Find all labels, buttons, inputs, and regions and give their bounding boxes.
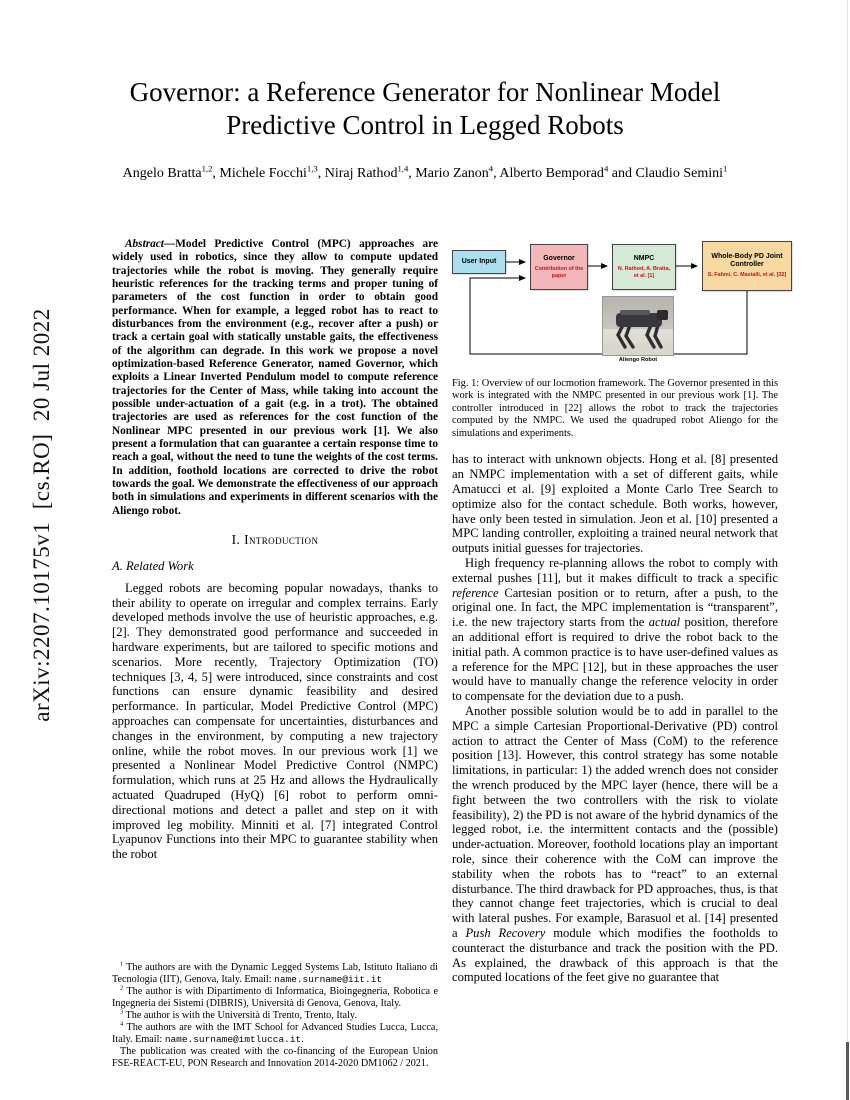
page-edge-line (847, 0, 848, 1100)
abstract-text: —Model Predictive Control (MPC) approaches are widely used in robotics, since they allow to compute updated trajectories while the robot is moving. They generally require heuristic references for the tracking terms and proper tuning of parameters of the cost function in order to obtain good performance. When for example, a legged robot has to react to disturbances from the environment (e.g., recover after a push) or track a certain goal with statically unstable gaits, the effectiveness of the algorithm can degrade. In this work we propose a novel optimization-based Reference Generator, named Governor, which exploits a Linear Inverted Pendulum model to compute reference trajectories for the Center of Mass, while taking into account the possible under-actuation of a gait (e.g. in a trot). The obtained trajectories are used as references for the cost function of the Nonlinear MPC presented in our previous work [1]. We also present a formulation that can guarantee a certain response time to reach a goal, without the need to tune the weights of the cost terms. In addition, foothold locations are corrected to drive the robot towards the goal. We demonstrate the effectiveness of our approach both in simulations and experiments in different scenarios with the Aliengo robot. (112, 238, 438, 517)
arxiv-banner: arXiv:2207.10175v1 [cs.RO] 20 Jul 2022 (29, 308, 54, 722)
block-user-input-label: User Input (461, 257, 497, 265)
paper-body (112, 238, 787, 1070)
block-wbc-label: Whole-Body PD Joint Controller (711, 253, 783, 269)
block-nmpc-note: N. Rathod, A. Bratta, et al. [1] (617, 266, 671, 279)
authors-line: Angelo Bratta$^{1,2}$, Michele Focchi$^{1,3}$, Niraj Rathod$^{1,4}$, Mario Zanon$^4$, Alberto Bemporad$^4$ and Claudio Semini$^1$ (122, 163, 728, 181)
footnote-2: $^2$ The author is with Dipartimento di Informatica, Bioingegneria, Robotica e Ingegneria dei Sistemi (DIBRIS), Università di Genova, Genova, Italy. (112, 984, 438, 1009)
paragraph-pd-solution: Another possible solution would be to add in parallel to the MPC a simple Cartesian Proportional-Derivative (PD) control action to attract the Center of Mass (CoM) to the reference position [13]. However, this control strategy has some notable limitations, in particular: 1) the added wrench does not consider the wrench produced by the MPC layer (hence, there will be a fight between the two controllers with the risk to violate feasibility), 2) the PD is not aware of the hybrid dynamics of the legged robot, i.e. the intermittent contacts and the (possible) under-actuation. Moreover, foothold locations play an important role, since their coherence with the CoM can improve the stability when the robots has to “react” to an external disturbance. The third drawback for PD approaches, thus, is that they cannot change feet trajectories, which is crucial to deal with lateral pushes. For example, Barasuol et al. [14] presented a Push Recovery module which modifies the footholds to counteract the disturbance and track the position with the PD. As explained, the drawback of this approach is that the computed locations of the feet give no guarantee that (452, 703, 778, 985)
figure-1 (452, 238, 787, 440)
paragraph-continuation: has to interact with unknown objects. Hong et al. [8] presented an NMPC implementation with a set of different gaits, while Amatucci et al. [9] exploited a Monte Carlo Tree Search to optimize also for the contact schedule. Both works, however, have only been tested in simulation. Jeon et al. [10] presented a MPC landing controller, exploiting a trained neural network that outputs initial guesses for trajectories. (452, 452, 778, 556)
footnote-1: $^1$ The authors are with the Dynamic Legged Systems Lab, Istituto Italiano di Tecnologia (IIT), Genova, Italy. Email: name.surname@iit.it (112, 960, 438, 985)
block-governor-note: Contribution of the paper (534, 266, 584, 279)
section-heading-introduction: I. Introduction (231, 531, 319, 547)
block-wbc-note: S. Fahmi, C. Mastalli, et al. [22] (707, 272, 787, 279)
block-user-input (452, 250, 506, 274)
block-governor (530, 244, 588, 290)
quadruped-robot-image (603, 297, 674, 356)
subsection-heading-related-work: A. Related Work (112, 558, 194, 573)
robot-photo (602, 296, 674, 356)
scrollbar-thumb (846, 1042, 849, 1100)
left-column (112, 238, 438, 1070)
locomotion-framework-diagram (452, 238, 792, 370)
footnote-4: $^4$ The authors are with the IMT School for Advanced Studies Lucca, Lucca, Italy. Email: name.surname@imtlucca.it. (112, 1020, 438, 1045)
paper-title: Governor: a Reference Generator for Nonlinear Model Predictive Control in Legged Robots (129, 77, 721, 140)
block-nmpc-label: NMPC (633, 254, 655, 262)
paragraph-replanning: High frequency re-planning allows the robot to comply with external pushes [11], but it makes difficult to track a specific reference Cartesian position or to return, after a push, to the original one. In fact, the MPC implementation is “transparent”, i.e. the new trajectory starts from the actual position, therefore an additional effort is required to drive the robot back to the initial path. A common practice is to have user-defined values as a reference for the MPC [12], but in these approaches the user would have to manually change the reference velocity in order to compensate for the deviation due to a push. (452, 556, 778, 704)
paragraph-related-work: Legged robots are becoming popular nowadays, thanks to their ability to operate on irregular and complex terrains. Early developed methods involve the use of heuristic approaches, e.g. [2]. They demonstrated good performance and succeeded in hardware experiments, but are tailored to specific motions and scenarios. More recently, Trajectory Optimization (TO) techniques [3, 4, 5] were introduced, since constraints and cost functions can ensure dynamic feasibility and desired performance. In particular, Model Predictive Control (MPC) approaches can compensate for uncertainties, disturbances and changes in the environment, by computing a new trajectory online, while the robot moves. In our previous work [1] we presented a Nonlinear Model Predictive Control (NMPC) formulation, which runs at 25 Hz and allows the Hydraulically actuated Quadruped (HyQ) [6] robot to perform omni-directional motions and detect a pallet and step on it with improved leg mobility. Minniti et al. [7] integrated Control Lyapunov Functions into their MPC to guarantee stability when the robot (112, 580, 438, 862)
paper-header (85, 76, 765, 182)
block-whole-body-pd-controller (702, 241, 792, 291)
abstract-label: Abstract (125, 238, 164, 250)
footnotes (112, 962, 438, 1070)
figure-caption: Fig. 1: Overview of our locmotion framework. The Governor presented in this work is integrated with the NMPC presented in our previous work [1]. The controller introduced in [22] allows the robot to track the trajectories computed by the NMPC. We used the quadruped robot Aliengo for the simulations and experiments. (452, 378, 778, 439)
abstract (112, 238, 438, 518)
footnote-3: $^3$ The author is with the Università di Trento, Trento, Italy. (120, 1008, 357, 1021)
robot-photo-label: Aliengo Robot (602, 357, 674, 363)
block-governor-label: Governor (543, 254, 575, 262)
block-nmpc (612, 244, 676, 290)
right-column (452, 238, 787, 1070)
footnote-funding: The publication was created with the co-financing of the European Union FSE-REACT-EU, PON Research and Innovation 2014-2020 DM1062 / 2021. (112, 1045, 438, 1069)
